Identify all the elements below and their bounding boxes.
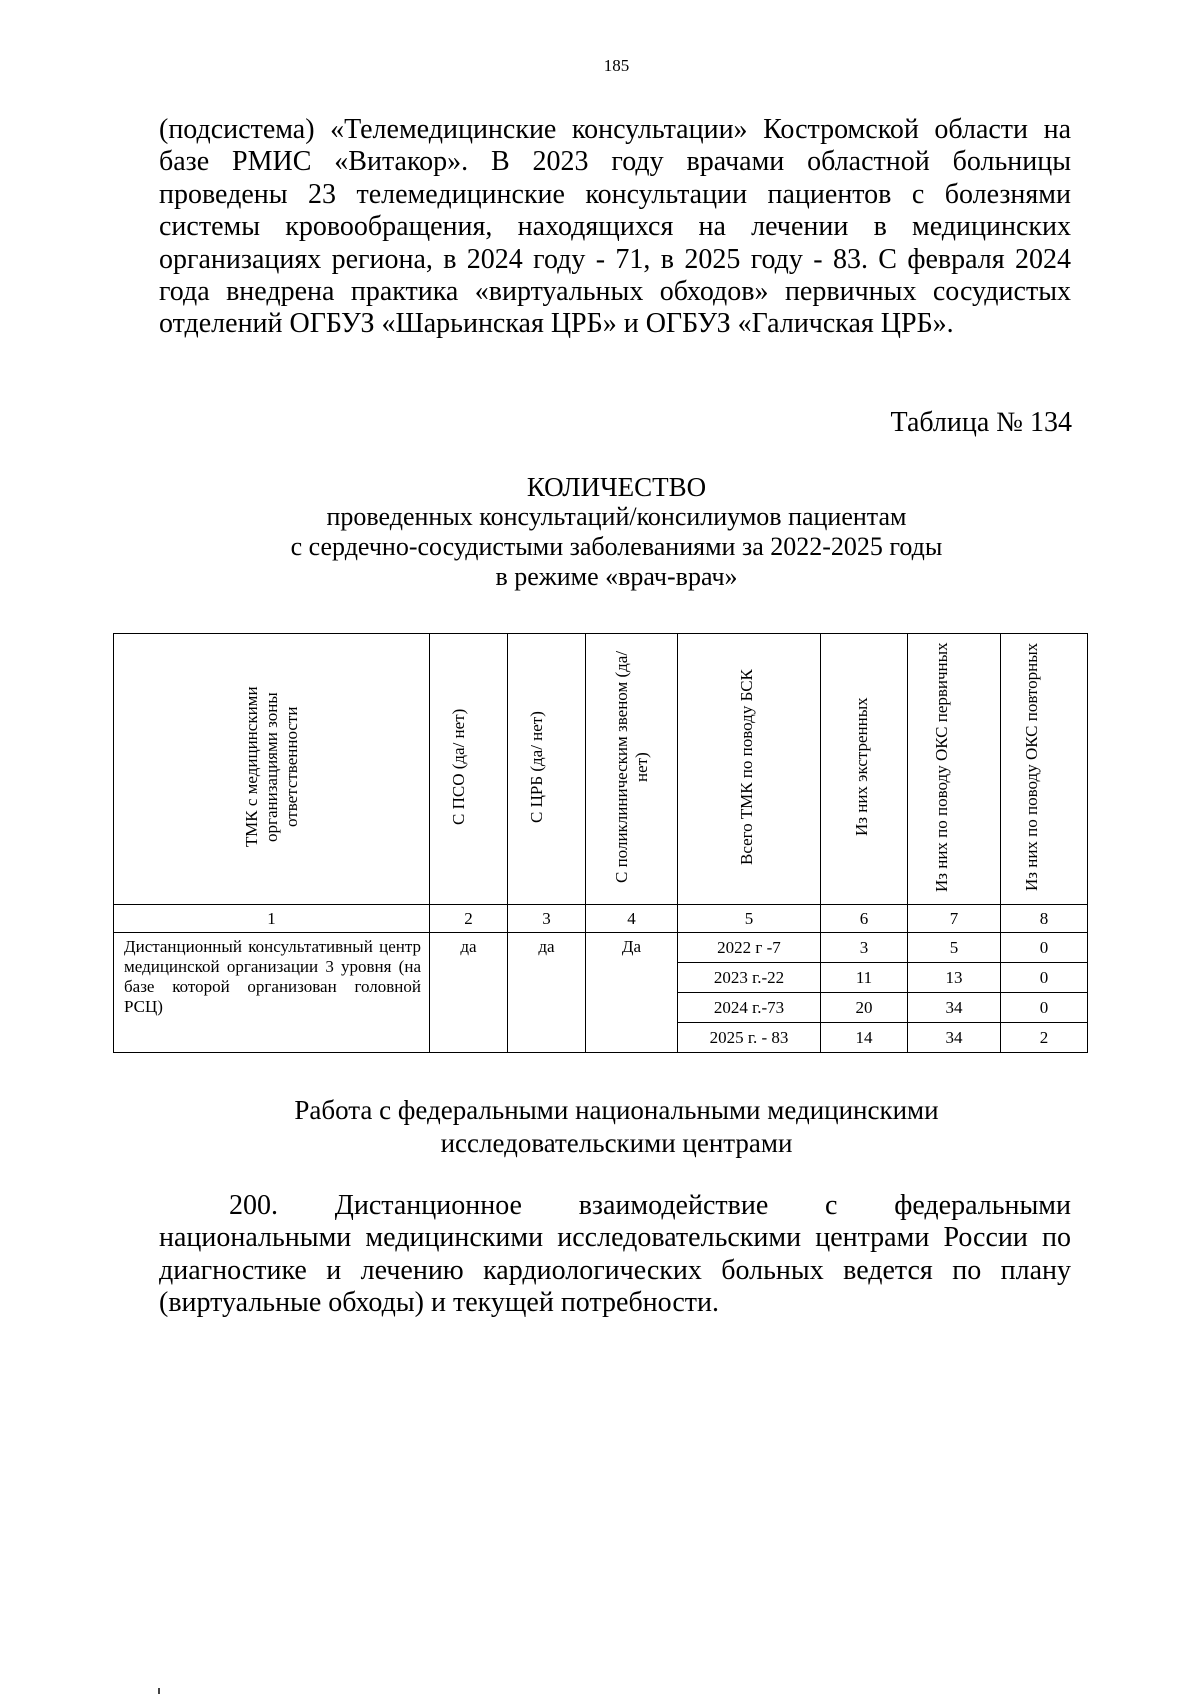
table-label: Таблица № 134 <box>890 407 1072 438</box>
crb-cell: да <box>508 933 586 1053</box>
year-total-cell: 2022 г -7 <box>678 933 821 963</box>
emergency-cell: 14 <box>821 1023 908 1053</box>
column-number: 4 <box>586 905 678 933</box>
organization-cell: Дистанционный консультативный центр медицинской организации 3 уровня (на базе которой организован головной РСЦ) <box>114 933 430 1053</box>
year-total-cell: 2023 г.-22 <box>678 963 821 993</box>
header-row <box>114 634 1088 905</box>
scan-mark <box>158 1688 160 1694</box>
header-cell-oks-primary <box>908 634 1001 905</box>
header-cell-tmk <box>114 634 430 905</box>
oks-repeat-cell: 0 <box>1001 933 1088 963</box>
section-title-line1: Работа с федеральными национальными медицинскими <box>294 1095 939 1125</box>
oks-repeat-cell: 0 <box>1001 963 1088 993</box>
header-text: С поликлиническим звеном (да/ нет) <box>611 650 651 883</box>
oks-repeat-cell: 2 <box>1001 1023 1088 1053</box>
table-row <box>114 933 1088 963</box>
consultations-table <box>113 633 1088 1053</box>
header-text: С ЦРБ (да/ нет) <box>526 710 546 823</box>
emergency-cell: 11 <box>821 963 908 993</box>
header-text: Всего ТМК по поводу БСК <box>737 668 756 865</box>
table-title-line3: с сердечно-сосудистыми заболеваниями за 2022-2025 годы <box>290 532 943 561</box>
column-number: 3 <box>508 905 586 933</box>
column-number: 2 <box>430 905 508 933</box>
table-title <box>0 472 1200 592</box>
header-cell-pso <box>430 634 508 905</box>
column-number: 6 <box>821 905 908 933</box>
paragraph-intro: (подсистема) «Телемедицинские консультации» Костромской области на базе РМИС «Витакор». В 2023 году врачами областной больницы проведены 23 телемедицинские консультации пациентов с болезнями системы кровообращения, находящихся на лечении в медицинских организациях региона, в 2024 году - 71, в 2025 году - 83. С февраля 2024 года внедрена практика «виртуальных обходов» первичных сосудистых отделений ОГБУЗ «Шарьинская ЦРБ» и ОГБУЗ «Галичская ЦРБ». <box>159 114 1071 340</box>
header-text: Из них по поводу ОКС повторных <box>1022 642 1041 891</box>
header-cell-polyclinic <box>586 634 678 905</box>
oks-primary-cell: 13 <box>908 963 1001 993</box>
section-title <box>0 1094 1200 1160</box>
polyclinic-cell: Да <box>586 933 678 1053</box>
header-text: Из них по поводу ОКС первичных <box>932 641 951 892</box>
header-cell-total <box>678 634 821 905</box>
pso-cell: да <box>430 933 508 1053</box>
year-total-cell: 2025 г. - 83 <box>678 1023 821 1053</box>
column-number: 5 <box>678 905 821 933</box>
header-cell-emergency <box>821 634 908 905</box>
column-number: 1 <box>114 905 430 933</box>
oks-primary-cell: 5 <box>908 933 1001 963</box>
column-number: 8 <box>1001 905 1088 933</box>
emergency-cell: 20 <box>821 993 908 1023</box>
page-number: 185 <box>603 56 630 75</box>
column-number-row <box>114 905 1088 933</box>
header-text: Из них экстренных <box>852 697 871 836</box>
table-title-main: КОЛИЧЕСТВО <box>526 472 707 502</box>
header-text: ТМК с медицинскими организациями зоны ответственности <box>241 686 301 847</box>
section-title-line2: исследовательскими центрами <box>440 1128 793 1158</box>
header-text: С ПСО (да/ нет) <box>448 708 468 825</box>
table-title-line4: в режиме «врач-врач» <box>495 562 738 591</box>
paragraph-200: 200. Дистанционное взаимодействие с федеральными национальными медицинскими исследовательскими центрами России по диагностике и лечению кардиологических больных ведется по плану (виртуальные обходы) и текущей потребности. <box>159 1190 1071 1319</box>
oks-repeat-cell: 0 <box>1001 993 1088 1023</box>
oks-primary-cell: 34 <box>908 993 1001 1023</box>
header-cell-oks-repeat <box>1001 634 1088 905</box>
oks-primary-cell: 34 <box>908 1023 1001 1053</box>
year-total-cell: 2024 г.-73 <box>678 993 821 1023</box>
table-title-line2: проведенных консультаций/консилиумов пациентам <box>326 502 907 531</box>
emergency-cell: 3 <box>821 933 908 963</box>
header-cell-crb <box>508 634 586 905</box>
column-number: 7 <box>908 905 1001 933</box>
